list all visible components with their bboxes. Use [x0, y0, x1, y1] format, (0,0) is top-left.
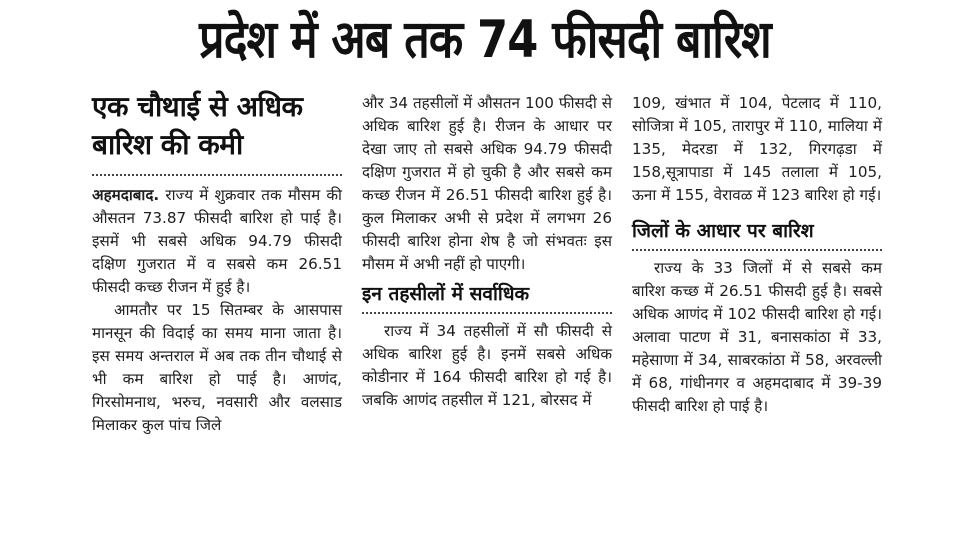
article-column-1	[92, 88, 342, 437]
headline: प्रदेश में अब तक 74 फीसदी बारिश	[199, 10, 771, 70]
section-heading-districts: जिलों के आधार पर बारिश	[632, 217, 882, 251]
dateline: अहमदाबाद.	[92, 186, 160, 204]
section-heading-tehsils: इन तहसीलों में सर्वाधिक	[362, 280, 612, 314]
dotted-divider	[92, 174, 342, 176]
paragraph-4: राज्य में 34 तहसीलों में सौ फीसदी से अधिक बारिश हुई है। इनमें सबसे अधिक कोडीनार में 164 फीसदी बारिश हो गई है। जबकि आणंद तहसील में 121, बोरसद में	[362, 322, 612, 409]
paragraph-6: राज्य के 33 जिलों में से सबसे कम बारिश कच्छ में 26.51 फीसदी हुई है। सबसे अधिक आणंद में 102 फीसदी बारिश हो गई। अलावा पाटण में 31, बनासकांठा में 33, महेसाणा में 34, साबरकांठा में 58, अरवल्ली में 68, गांधीनगर व अहमदाबाद में 39-39 फीसदी बारिश हो पाई है।	[632, 259, 882, 415]
paragraph-1	[92, 184, 342, 299]
subheadline: एक चौथाई से अधिक बारिश की कमी	[92, 90, 303, 161]
paragraph-3: और 34 तहसीलों में औसतन 100 फीसदी से अधिक बारिश हुई है। रीजन के आधार पर देखा जाए तो सबसे अधिक 94.79 फीसदी दक्षिण गुजरात में हो चुकी है और सबसे कम कच्छ रीजन में 26.51 फीसदी बारिश हुई है। कुल मिलाकर अभी से प्रदेश में लगभग 26 फीसदी बारिश होना शेष है जो संभवतः इस मौसम में अभी नहीं हो पाएगी।	[362, 94, 612, 273]
article-column-2	[362, 92, 612, 412]
paragraph-2: आमतौर पर 15 सितम्बर के आसपास मानसून की विदाई का समय माना जाता है। इस समय अन्तराल में अब तक तीन चौथाई से भी कम बारिश हो पाई है। आणंद, गिरसोमनाथ, भरुच, नवसारी और वलसाड मिलाकर कुल पांच जिले	[92, 301, 342, 434]
article-column-3	[632, 92, 882, 418]
paragraph-5: 109, खंभात में 104, पेटलाद में 110, सोजित्रा में 105, तारापुर में 110, मालिया में 135, मेदरडा में 132, गिरगढ़डा में 158,सूत्रापाडा में 145 तलाला में 105, ऊना में 155, वेरावळ में 123 बारिश हो गई।	[632, 94, 882, 204]
paragraph-1-text: राज्य में शुक्रवार तक मौसम की औसतन 73.87 फीसदी बारिश हो पाई है। इसमें भी सबसे अधिक 94.79 फीसदी दक्षिण गुजरात में व सबसे कम 26.51 फीसदी कच्छ रीजन में हुई है।	[92, 186, 342, 296]
